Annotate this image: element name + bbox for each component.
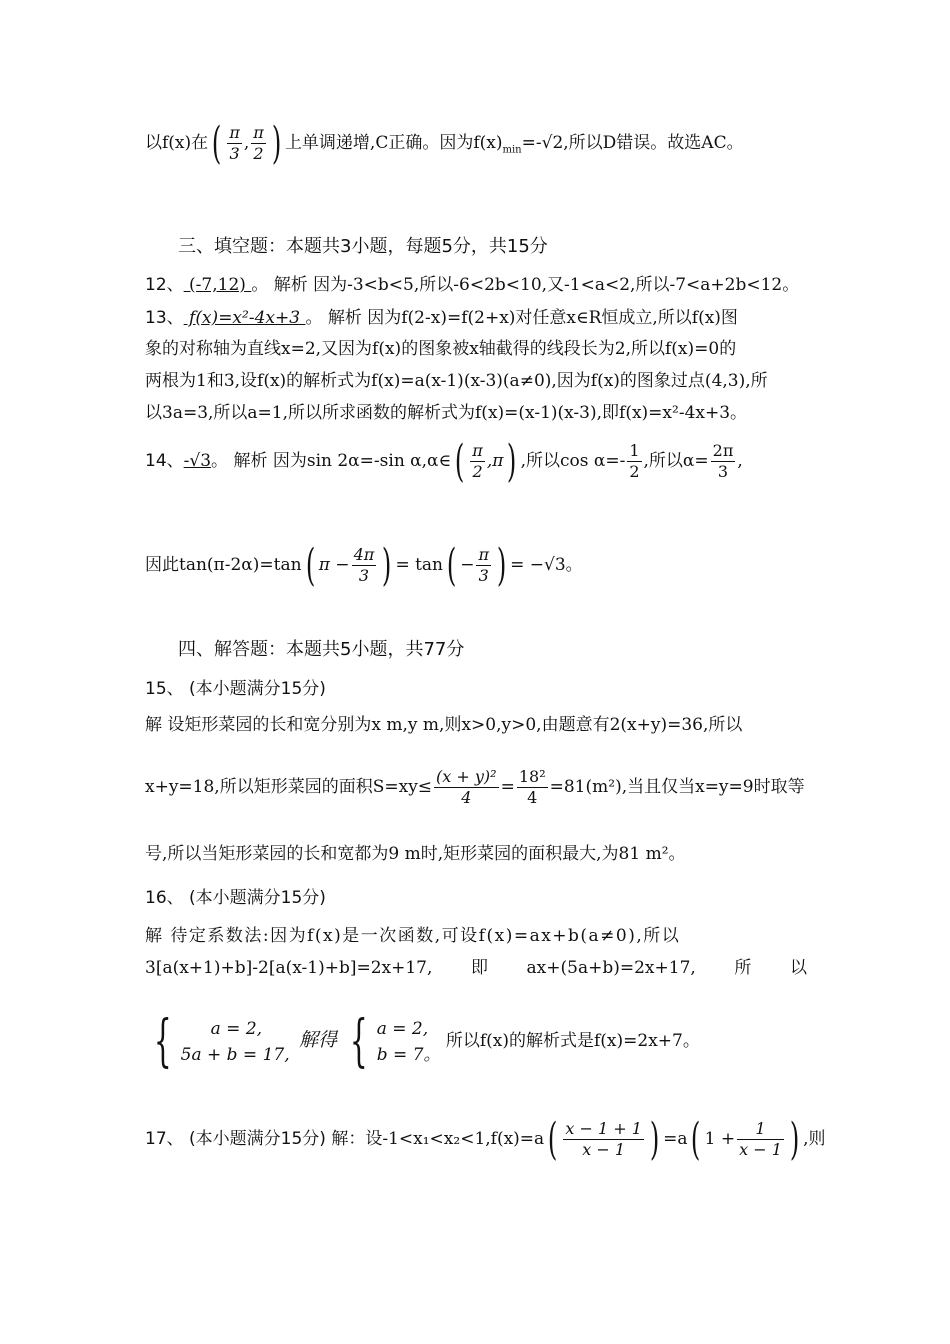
- fraction: [737, 1119, 784, 1160]
- right-paren: ): [496, 539, 507, 591]
- text: ,所以cos α=-: [520, 451, 626, 471]
- question-number: 14、: [145, 451, 184, 471]
- text: −: [460, 555, 475, 575]
- text: ,所以α=: [643, 451, 709, 471]
- text: 解：设-1<x₁<x₂<1,f(x)=a: [331, 1129, 545, 1149]
- question-14-line-1: [145, 436, 807, 486]
- answer: f(x)=x²-4x+3: [183, 308, 306, 328]
- text: = tan: [395, 555, 444, 575]
- solve-label: 解得: [299, 1029, 338, 1051]
- subscript: min: [502, 144, 522, 156]
- equation: b = 7。: [376, 1044, 441, 1065]
- equation: a = 2,: [376, 1018, 429, 1039]
- text: =-√2,所以D错误。故选AC。: [521, 133, 744, 153]
- numerator: π: [472, 441, 483, 460]
- right-paren: ): [382, 539, 392, 591]
- left-paren: (: [691, 1113, 701, 1165]
- right-paren: ): [271, 117, 282, 169]
- question-16-heading: 16、 (本小题满分15分): [145, 888, 326, 908]
- text: ,π: [486, 451, 504, 471]
- fraction: [470, 441, 485, 482]
- numerator: x − 1 + 1: [565, 1119, 642, 1138]
- question-15-heading: 15、 (本小题满分15分): [145, 679, 326, 699]
- left-brace: {: [349, 1008, 368, 1074]
- answer: -√3: [183, 451, 212, 471]
- analysis: 。 解析 因为-3<b<5,所以-6<2b<10,又-1<a<2,所以-7<a+2b<12。: [251, 275, 800, 295]
- left-brace: {: [153, 1008, 172, 1074]
- text: ax+(5a+b)=2x+17,: [526, 958, 696, 978]
- fraction: [476, 545, 491, 586]
- question-15-line-2: [145, 764, 807, 810]
- section-4-title: 四、解答题：本题共5小题，共77分: [178, 639, 465, 660]
- text: =: [500, 777, 515, 797]
- denominator: 4: [461, 788, 472, 807]
- question-15-line-3: 号,所以当矩形菜园的长和宽都为9 m时,矩形菜园的面积最大,为81 m²。: [145, 844, 686, 864]
- question-number: 13、: [145, 308, 184, 328]
- text: 3[a(x+1)+b]-2[a(x-1)+b]=2x+17,: [145, 958, 433, 978]
- answer: (-7,12): [183, 275, 252, 295]
- question-13-line-4: 以3a=3,所以a=1,所以所求函数的解析式为f(x)=(x-1)(x-3),即f(x)=x²-4x+3。: [145, 403, 748, 423]
- text: =81(m²),当且仅当x=y=9时取等: [549, 777, 805, 797]
- denominator: 4: [527, 788, 538, 807]
- equation-system-1: [181, 1016, 290, 1068]
- equation: 5a + b = 17,: [180, 1044, 290, 1065]
- numerator: 1: [737, 1119, 784, 1140]
- numerator: π: [478, 545, 489, 564]
- numerator: π: [229, 123, 240, 142]
- conclusion: 所以f(x)的解析式是f(x)=2x+7。: [445, 1031, 700, 1051]
- right-paren: ): [789, 1113, 800, 1165]
- left-paren: (: [454, 435, 465, 487]
- denominator: 3: [229, 144, 240, 163]
- numerator: 1: [629, 441, 640, 460]
- denominator: 3: [358, 566, 369, 585]
- denominator: x − 1: [739, 1140, 782, 1159]
- numerator: 2π: [712, 441, 734, 460]
- text: 所: [734, 958, 752, 978]
- left-paren: (: [446, 539, 457, 591]
- denominator: x − 1: [582, 1140, 626, 1159]
- numerator: π: [253, 123, 264, 142]
- text: = −√3。: [510, 555, 583, 575]
- equation-system-2: [377, 1016, 441, 1068]
- numerator: (x + y)²: [436, 767, 497, 786]
- fraction: [434, 767, 499, 808]
- fraction: [563, 1119, 644, 1160]
- question-13-line-3: 两根为1和3,设f(x)的解析式为f(x)=a(x-1)(x-3)(a≠0),因为f(x)的图象过点(4,3),所: [145, 371, 768, 391]
- text: x+y=18,所以矩形菜园的面积S=xy≤: [145, 777, 433, 797]
- fraction: [517, 767, 548, 808]
- text: =a: [663, 1129, 688, 1149]
- text: 即: [470, 958, 488, 978]
- denominator: 3: [717, 462, 729, 481]
- right-paren: ): [507, 435, 517, 487]
- text: 。 解析 因为sin 2α=-sin α,α∈: [211, 451, 452, 471]
- fraction: [711, 441, 736, 482]
- text: 上单调递增,C正确。因为f(x): [284, 133, 503, 153]
- fraction: [251, 123, 266, 164]
- text: 因此tan(π-2α)=tan: [145, 555, 302, 575]
- denominator: 2: [472, 462, 483, 481]
- fraction: [227, 123, 242, 164]
- left-paren: (: [305, 539, 315, 591]
- question-13-line-1: [145, 305, 807, 331]
- right-paren: ): [649, 1113, 660, 1165]
- text: 1 +: [704, 1129, 736, 1149]
- text: ,则: [803, 1129, 826, 1149]
- fraction: [352, 545, 377, 586]
- continued-solution-line: [145, 118, 807, 175]
- text: π −: [318, 555, 350, 575]
- analysis: 。 解析 因为f(2-x)=f(2+x)对任意x∈R恒成立,所以f(x)图: [305, 308, 738, 328]
- left-paren: (: [548, 1113, 558, 1165]
- comma: ,: [243, 133, 250, 153]
- question-heading: 17、 (本小题满分15分): [145, 1129, 326, 1149]
- question-15-line-1: 解 设矩形菜园的长和宽分别为x m,y m,则x>0,y>0,由题意有2(x+y)=36,所以: [145, 715, 743, 735]
- denominator: 3: [478, 566, 489, 585]
- section-3-title: 三、填空题：本题共3小题，每题5分，共15分: [178, 236, 548, 257]
- numerator: 4π: [353, 545, 375, 564]
- text: ,: [737, 451, 743, 471]
- question-12: [145, 272, 807, 298]
- question-17: [145, 1113, 826, 1165]
- text: 以: [789, 958, 807, 978]
- text: 以f(x)在: [145, 133, 209, 153]
- fraction: [627, 441, 641, 482]
- question-number: 12、: [145, 275, 184, 295]
- denominator: 2: [629, 462, 640, 481]
- left-paren: (: [212, 117, 222, 169]
- denominator: 2: [253, 144, 264, 163]
- numerator: 18²: [518, 767, 546, 786]
- question-16-line-1: 解 待定系数法:因为f(x)是一次函数,可设f(x)=ax+b(a≠0),所以: [145, 926, 681, 946]
- question-13-line-2: 象的对称轴为直线x=2,又因为f(x)的图象被x轴截得的线段长为2,所以f(x)=0的: [145, 339, 737, 359]
- question-16-line-2: [145, 955, 807, 981]
- question-16-systems: [145, 1008, 807, 1073]
- equation: a = 2,: [210, 1018, 263, 1039]
- question-14-line-2: [145, 540, 807, 590]
